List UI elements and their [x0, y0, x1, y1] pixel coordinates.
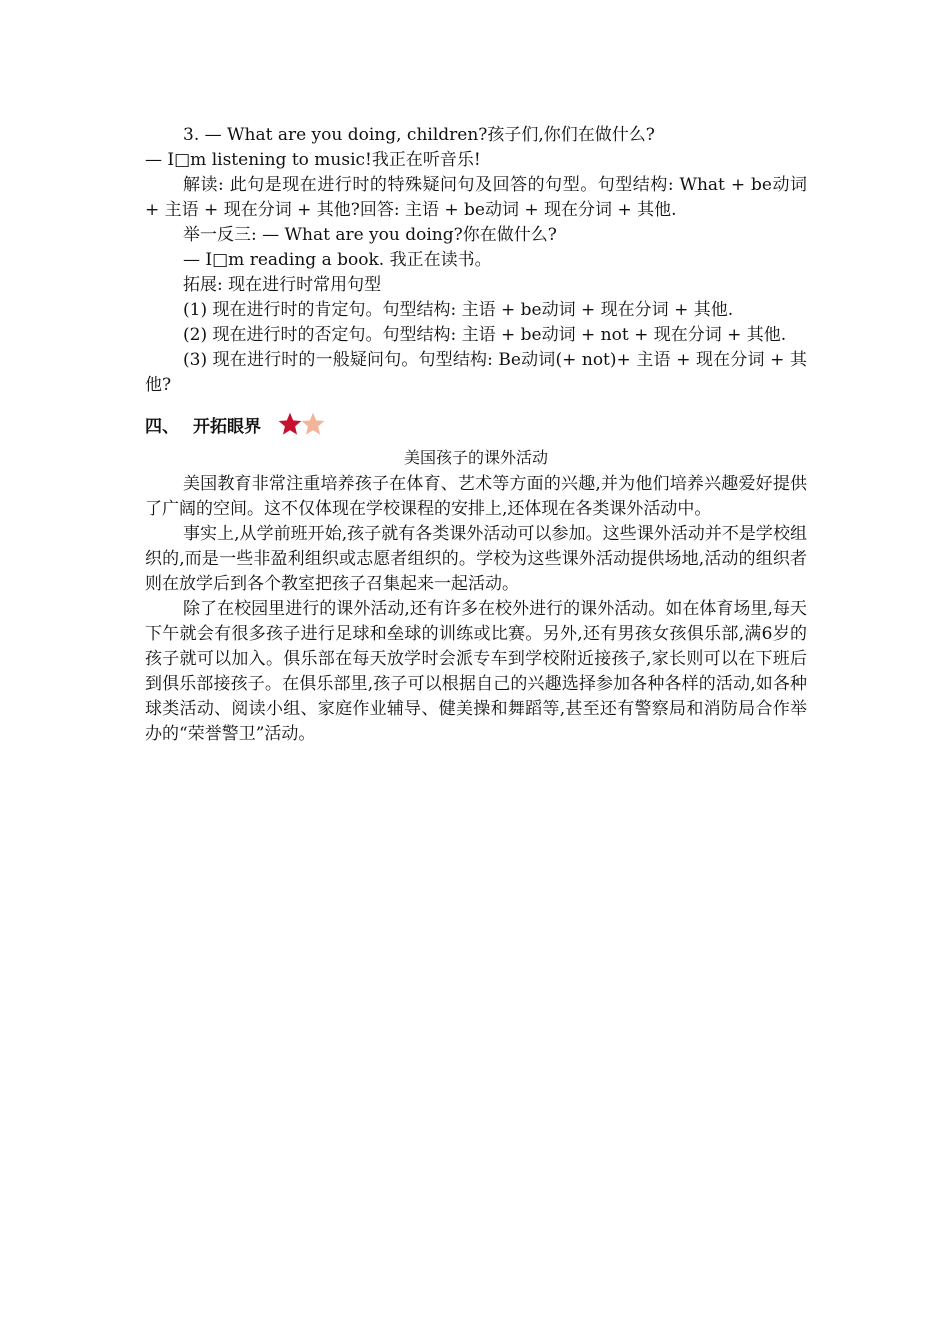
section-heading — [145, 408, 807, 440]
section-number: 四、 — [145, 416, 179, 437]
question-line: 3. — What are you doing, children?孩子们,你们在做什么? — [183, 125, 655, 145]
pattern-item-1: (1) 现在进行时的肯定句。句型结构: 主语 + be动词 + 现在分词 + 其他. — [183, 300, 734, 320]
pattern-item-2: (2) 现在进行时的否定句。句型结构: 主语 + be动词 + not + 现在分词 + 其他. — [183, 325, 787, 345]
pattern-item-3: (3) 现在进行时的一般疑问句。句型结构: Be动词(+ not)+ 主语 + 现在分词 + 其他? — [145, 350, 807, 395]
explanation-paragraph: 解读: 此句是现在进行时的特殊疑问句及回答的句型。句型结构: What + be动词 + 主语 + 现在分词 + 其他?回答: 主语 + be动词 + 现在分词 + 其他. — [145, 175, 807, 220]
extension-title: 拓展: 现在进行时常用句型 — [183, 275, 382, 295]
star-rating — [277, 411, 323, 437]
document-content — [145, 123, 807, 747]
example-answer: — I□m reading a book. 我正在读书。 — [183, 250, 492, 270]
answer-line: — I□m listening to music!我正在听音乐! — [145, 150, 481, 170]
article-paragraph: 除了在校园里进行的课外活动,还有许多在校外进行的课外活动。如在体育场里,每天下午就会有很多孩子进行足球和垒球的训练或比赛。另外,还有男孩女孩俱乐部,满6岁的孩子就可以加入。俱乐部在每天放学时会派专车到学校附近接孩子,家长则可以在下班后到俱乐部接孩子。在俱乐部里,孩子可以根据自己的兴趣选择参加各种各样的活动,如各种球类活动、阅读小组、家庭作业辅导、健美操和舞蹈等,甚至还有警察局和消防局合作举办的“荣誉警卫”活动。 — [145, 599, 807, 744]
half-star-icon — [300, 411, 326, 437]
example-question: 举一反三: — What are you doing?你在做什么? — [183, 225, 557, 245]
article-title: 美国孩子的课外活动 — [403, 448, 548, 467]
article-paragraph: 美国教育非常注重培养孩子在体育、艺术等方面的兴趣,并为他们培养兴趣爱好提供了广阔的空间。这不仅体现在学校课程的安排上,还体现在各类课外活动中。 — [145, 474, 807, 519]
section-label: 开拓眼界 — [193, 416, 261, 437]
article-paragraph: 事实上,从学前班开始,孩子就有各类课外活动可以参加。这些课外活动并不是学校组织的,而是一些非盈利组织或志愿者组织的。学校为这些课外活动提供场地,活动的组织者则在放学后到各个教室把孩子召集起来一起活动。 — [145, 524, 807, 594]
